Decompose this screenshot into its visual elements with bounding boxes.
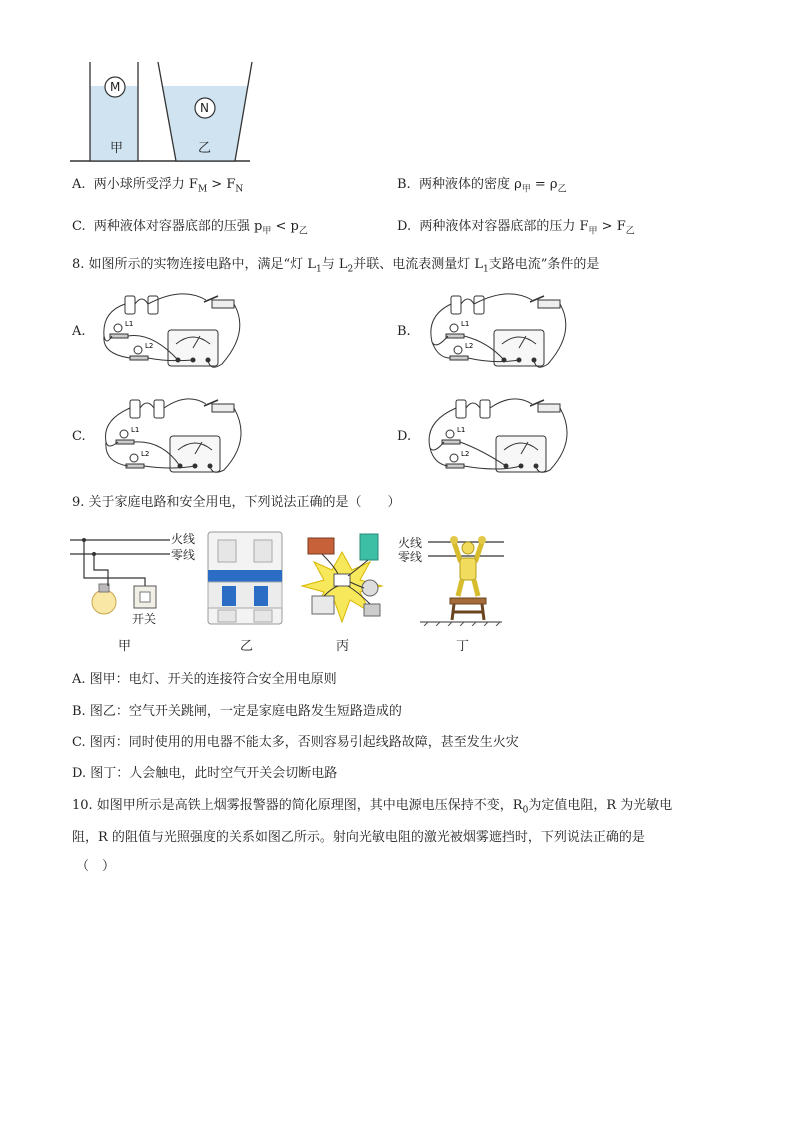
- switch-icon: [204, 296, 234, 308]
- ammeter-icon: [496, 436, 546, 472]
- container-yi-label: 乙: [198, 141, 212, 156]
- person-icon: [450, 536, 486, 596]
- figure-jia-wiring: [70, 528, 180, 624]
- circuit-c[interactable]: [92, 396, 252, 478]
- fig-jia-huoxian: 火线: [171, 532, 196, 546]
- bulb-l2-label: L2: [141, 450, 150, 458]
- ball-m-label: M: [110, 80, 121, 94]
- bulb-icon: [92, 584, 116, 614]
- switch-icon: [530, 400, 560, 412]
- fig-jia-caption: 甲: [118, 639, 132, 654]
- switch-box-icon: [134, 586, 156, 608]
- circuit-b[interactable]: [418, 292, 578, 374]
- q9-option-d[interactable]: D. 图丁：人会触电，此时空气开关会切断电路: [72, 766, 338, 781]
- bulb-l1-label: L1: [125, 320, 134, 328]
- fig-bing-caption: 丙: [336, 639, 350, 654]
- fig-ding-caption: 丁: [456, 639, 470, 654]
- q9-option-c[interactable]: C. 图丙：同时使用的用电器不能太多，否则容易引起线路故障，甚至发生火灾: [72, 735, 519, 750]
- fig-jia-kaiguan: 开关: [132, 612, 157, 626]
- ball-n-label: N: [200, 101, 209, 115]
- q10-stem-line3: （ ）: [76, 859, 116, 874]
- q9-stem: 9. 关于家庭电路和安全用电，下列说法正确的是（ ）: [72, 495, 401, 510]
- ammeter-icon: [170, 436, 220, 472]
- ammeter-icon: [494, 330, 544, 366]
- circuit-d[interactable]: [418, 396, 578, 478]
- fig-ding-lingxian: 零线: [398, 550, 423, 564]
- figure-yi-breaker: [204, 530, 288, 626]
- container-jia-label: 甲: [110, 141, 124, 156]
- stool-icon: [450, 598, 486, 620]
- q8-stem: 8. 如图所示的实物连接电路中，满足“灯 $L_1$与 $L_2$并联、电流表测量灯 $L_1$支路电流”条件的是: [72, 257, 600, 275]
- bulb-l2-label: L2: [145, 342, 154, 350]
- bulb-l1-label: L1: [461, 320, 470, 328]
- switch-icon: [204, 400, 234, 412]
- q10-stem-line1: 10. 如图甲所示是高铁上烟雾报警器的简化原理图，其中电源电压保持不变，$R_0$为定值电阻，R 为光敏电: [72, 798, 673, 816]
- figure-bing-overload: [294, 530, 394, 630]
- q8-option-c-label[interactable]: C.: [72, 429, 86, 444]
- q9-option-a[interactable]: A. 图甲：电灯、开关的连接符合安全用电原则: [72, 672, 337, 687]
- bulb-l1-label: L1: [131, 426, 140, 434]
- q8-option-b-label[interactable]: B.: [397, 324, 411, 339]
- fig-jia-lingxian: 零线: [171, 548, 196, 562]
- bulb-l1-label: L1: [457, 426, 466, 434]
- q10-stem-line2: 阻，R 的阻值与光照强度的关系如图乙所示。射向光敏电阻的激光被烟雾遮挡时，下列说法正确的是: [72, 830, 645, 845]
- q7-option-a[interactable]: A. 两小球所受浮力 $F_M > F_N$: [72, 177, 244, 195]
- q8-option-d-label[interactable]: D.: [397, 429, 412, 444]
- q7-option-b[interactable]: B. 两种液体的密度 $\rho_甲 = \rho_乙$: [397, 177, 567, 195]
- q8-option-a-label[interactable]: A.: [72, 324, 86, 339]
- switch-icon: [530, 296, 560, 308]
- q9-option-b[interactable]: B. 图乙：空气开关跳闸，一定是家庭电路发生短路造成的: [72, 704, 402, 719]
- fig-ding-huoxian: 火线: [398, 536, 423, 550]
- containers-figure: [70, 62, 260, 166]
- q7-option-c[interactable]: C. 两种液体对容器底部的压强 $p_甲 < p_乙$: [72, 219, 308, 237]
- q7-option-d[interactable]: D. 两种液体对容器底部的压力 $F_甲 > F_乙$: [397, 219, 635, 237]
- bulb-l2-label: L2: [461, 450, 470, 458]
- fig-yi-caption: 乙: [240, 639, 254, 654]
- bulb-l2-label: L2: [465, 342, 474, 350]
- circuit-a[interactable]: [92, 292, 252, 374]
